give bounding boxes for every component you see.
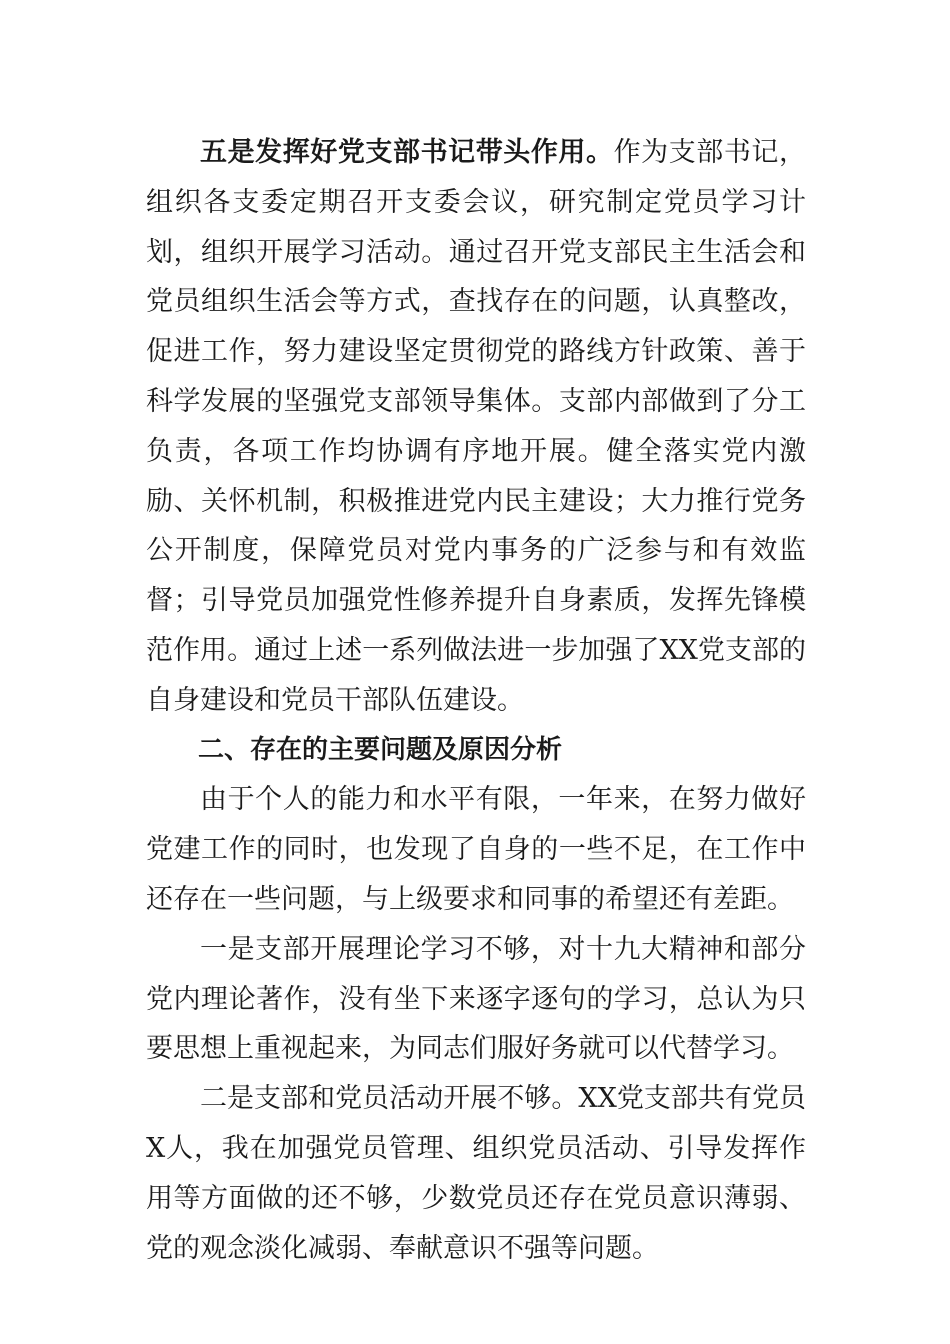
paragraph-intro: 由于个人的能力和水平有限，一年来，在努力做好党建工作的同时，也发现了自身的一些不足，在工作中还存在一些问题，与上级要求和同事的希望还有差距。 bbox=[146, 784, 806, 915]
document-body bbox=[146, 128, 806, 1273]
paragraph-lead: 五是发挥好党支部书记带头作用。 bbox=[200, 137, 614, 168]
paragraph-issue-1: 一是支部开展理论学习不够，对十九大精神和部分党内理论著作，没有坐下来逐字逐句的学习，总认为只要思想上重视起来，为同志们服好务就可以代替学习。 bbox=[146, 933, 806, 1065]
paragraph-text: 作为支部书记，组织各支委定期召开支委会议，研究制定党员学习计划，组织开展学习活动。通过召开党支部民主生活会和党员组织生活会等方式，查找存在的问题，认真整改，促进工作，努力建设坚定贯彻党的路线方针政策、善于科学发展的坚强党支部领导集体。支部内部做到了分工负责，各项工作均协调有序地开展。健全落实党内激励、关怀机制，积极推进党内民主建设；大力推行党务公开制度，保障党员对党内事务的广泛参与和有效监督；引导党员加强党性修养提升自身素质，发挥先锋模范作用。通过上述一系列做法进一步加强了XX党支部的自身建设和党员干部队伍建设。 bbox=[146, 137, 807, 716]
paragraph-issue-2: 二是支部和党员活动开展不够。XX党支部共有党员X人，我在加强党员管理、组织党员活动、引导发挥作用等方面做的还不够，少数党员还存在党员意识薄弱、党的观念淡化减弱、奉献意识不强等问题。 bbox=[146, 1083, 806, 1264]
paragraph-party-secretary-role bbox=[146, 128, 806, 726]
section-heading-problems: 二、存在的主要问题及原因分析 bbox=[198, 734, 563, 765]
